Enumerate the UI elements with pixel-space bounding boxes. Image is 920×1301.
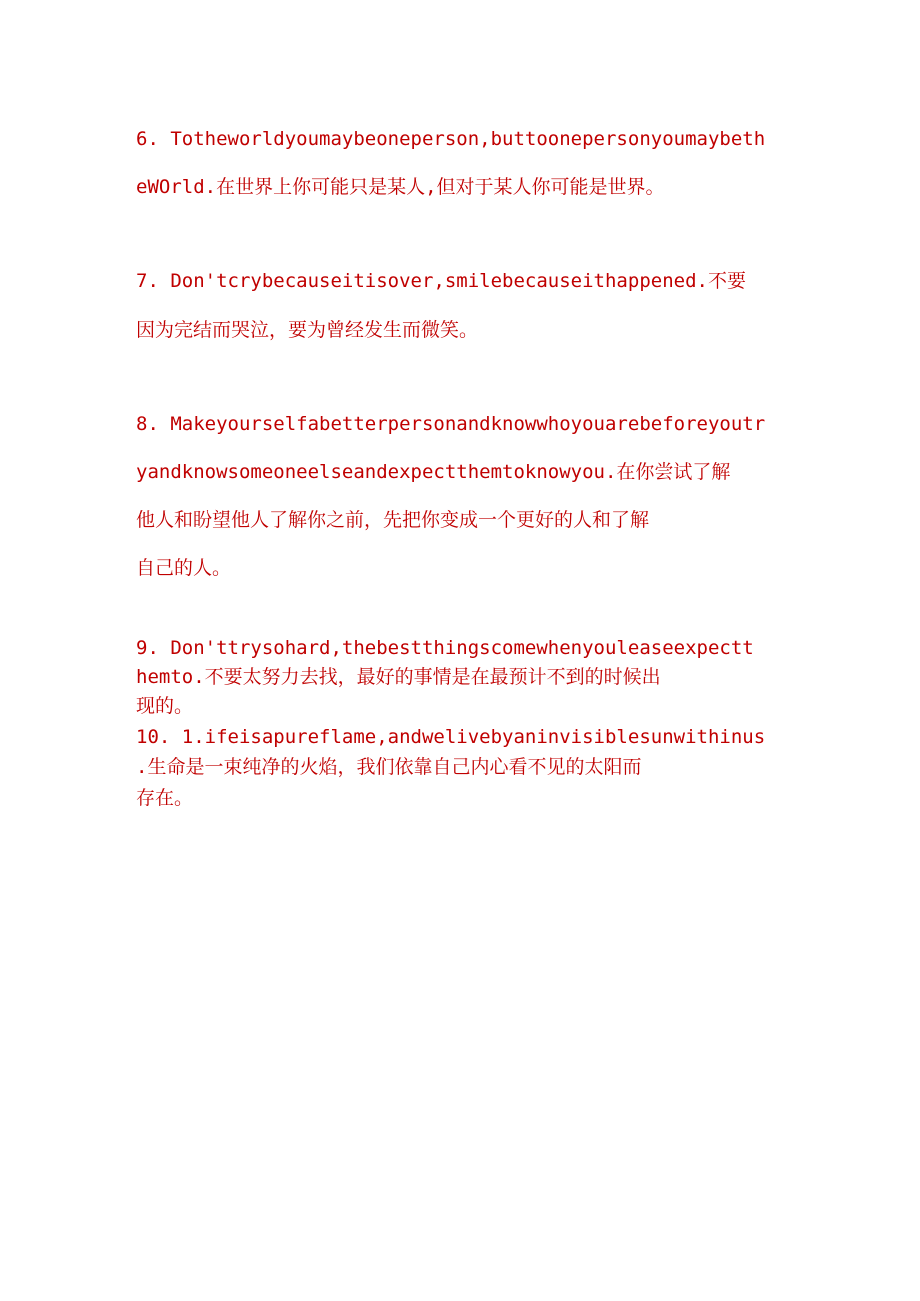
quote-10-line-3: 存在。 [136, 787, 194, 809]
quote-9-line-1: 9. Don'ttrysohard,thebestthingscomewhenyouleaseexpectt [136, 637, 754, 659]
quote-8-line-3: 他人和盼望他人了解你之前，先把你变成一个更好的人和了解 [136, 509, 650, 531]
quote-9-line-2: hemto.不要太努力去找，最好的事情是在最预计不到的时候出 [136, 666, 661, 688]
quote-6-line-2: eWOrld.在世界上你可能只是某人,但对于某人你可能是世界。 [136, 176, 665, 198]
quote-8-line-2: yandknowsomeoneelseandexpectthemtoknowyou.在你尝试了解 [136, 461, 731, 483]
quote-7-line-1: 7. Don'tcrybecauseitisover,smilebecauseithappened.不要 [136, 270, 746, 292]
quote-9-line-3: 现的。 [136, 695, 194, 717]
quote-8-line-1: 8. Makeyourselfabetterpersonandknowwhoyouarebeforeyoutr [136, 413, 766, 435]
quote-6-line-1: 6. Totheworldyoumaybeoneperson,buttoonepersonyoumaybeth [136, 128, 766, 150]
quote-8-line-4: 自己的人。 [136, 557, 232, 579]
quote-10-line-1: 10. 1.ifeisapureflame,andwelivebyaninvisiblesunwithinus [136, 726, 766, 748]
quote-7-line-2: 因为完结而哭泣，要为曾经发生而微笑。 [136, 319, 479, 341]
quote-10-line-2: .生命是一束纯净的火焰，我们依靠自己内心看不见的太阳而 [136, 756, 642, 778]
